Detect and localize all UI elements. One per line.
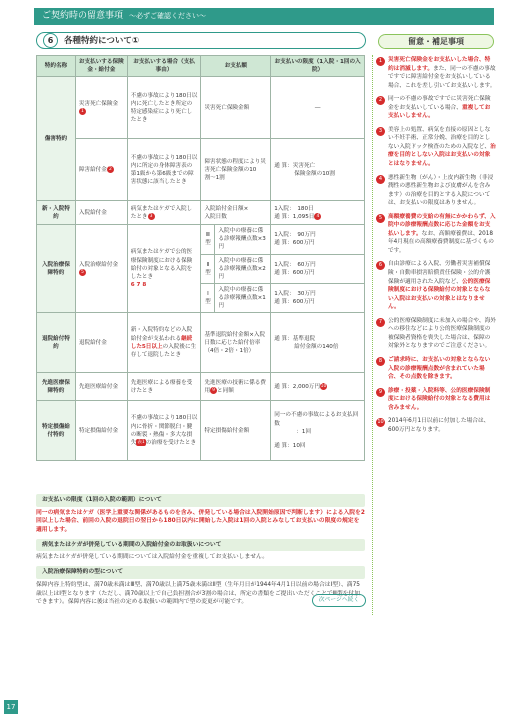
row-limit: 同一の不慮の事故によるお支払回数 ：1回 通 算：10回 bbox=[271, 401, 365, 461]
row-benefit: 入院給付金 bbox=[75, 201, 127, 225]
row-benefit: 災害死亡保険金1 bbox=[75, 77, 127, 139]
row-limit: 通 算：基準退院 給付金額の140倍 bbox=[271, 313, 365, 373]
note-item: 6 自由診療による入院、労働者災害補償保険・自動車損害賠償責任保険・公的介護保険が適用された入院など、公的医療保険制度における保険給付の対象とならない入院はお支払いの対象とはなりません。 bbox=[376, 260, 496, 311]
note-item: 1 災害死亡保険金をお支払いした場合、特約は消滅します。また、同一の不慮の事故ですでに障害給付金をお支払いしている場合、これを差し引いてお支払いします。 bbox=[376, 56, 496, 90]
row-cond: 新・入院特約などの入院給付金が支払われる継続した5日以上の入院後に生存して退院したとき bbox=[127, 313, 201, 373]
note-item: 4 悪性新生物（がん）・上皮内新生物（非浸潤性の悪性新生物および皮膚がんを含みます）の治療を目的とする入院については、お支払いの限度はありません。 bbox=[376, 174, 496, 208]
rider-table bbox=[36, 55, 365, 461]
row-limit: 1入院： 30万円 通 算：600万円 bbox=[271, 283, 365, 312]
col-amount: お支払額 bbox=[201, 56, 271, 77]
bottom-heading: 入院治療保障特約の型について bbox=[36, 566, 365, 579]
table-row bbox=[37, 313, 365, 373]
row-amount: 基準退院給付金額×入院日数に応じた給付倍率（4倍・2倍・1倍） bbox=[201, 313, 271, 373]
type-label: Ⅱ型 bbox=[201, 254, 215, 283]
note-item: 5 高額療養費の支給の有無にかかわらず、入院中の診療報酬点数に応じた金額をお支払いします。なお、高額療養費は、2018年4月現在の高額療養費制度に基づくものです。 bbox=[376, 213, 496, 256]
notes-badge: 留意・補足事項 bbox=[378, 34, 494, 49]
row-amount: 障害状態の程度により災害死亡保険金額の10割〜1割 bbox=[201, 139, 271, 201]
row-benefit: 退院給付金 bbox=[75, 313, 127, 373]
table-row bbox=[37, 225, 365, 254]
row-name: 先進医療保障特約 bbox=[37, 373, 76, 401]
row-limit: 1入院： 60万円 通 算：600万円 bbox=[271, 254, 365, 283]
row-cond: 病気またはケガで公的医療保険制度における保険給付の対象となる入院をしたとき 6 7 8 bbox=[127, 225, 201, 313]
row-amount: 入院中の療養に係る診療報酬点数×3円 bbox=[215, 225, 271, 254]
row-amount: 入院中の療養に係る診療報酬点数×2円 bbox=[215, 254, 271, 283]
row-limit: 1入院： 180日 通 算：1,095日 4 bbox=[271, 201, 365, 225]
section-number: 6 bbox=[43, 33, 58, 48]
table-row bbox=[37, 77, 365, 139]
row-limit: 通 算：災害死亡 保険金額の10割 bbox=[271, 139, 365, 201]
row-limit: ― bbox=[271, 77, 365, 139]
row-cond: 不慮の事故により180日以内に骨折・関節脱臼・腱の断裂・熱傷・多大な損失表1の治療を受けたとき bbox=[127, 401, 201, 461]
row-benefit: 先進医療給付金 bbox=[75, 373, 127, 401]
notes-divider bbox=[372, 55, 373, 615]
row-cond: 不慮の事故により180日以内に死亡したとき所定の特定感染症により死亡したとき bbox=[127, 77, 201, 139]
type-label: Ⅰ型 bbox=[201, 283, 215, 312]
note-item: 8 ご請求時に、お支払いの対象とならない入院の診療報酬点数が含まれていた場合、その点数を除きます。 bbox=[376, 356, 496, 382]
table-row bbox=[37, 401, 365, 461]
type-label: Ⅲ型 bbox=[201, 225, 215, 254]
row-cond: 先進医療による療養を受けたとき bbox=[127, 373, 201, 401]
note-item: 9 診療・投薬・入院料等、公的医療保険制度における保険給付の対象となる費用は含みません。 bbox=[376, 387, 496, 413]
table-row bbox=[37, 373, 365, 401]
col-name: 特約名称 bbox=[37, 56, 76, 77]
row-benefit: 特定損傷給付金 bbox=[75, 401, 127, 461]
note-item: 2 同一の不慮の事故ですでに災害死亡保険金をお支払いしている場合、重複してお支払いしません。 bbox=[376, 95, 496, 121]
page-header bbox=[34, 8, 494, 25]
row-name: 特定損傷給付特約 bbox=[37, 401, 76, 461]
row-amount: 特定損傷給付金額 bbox=[201, 401, 271, 461]
bottom-heading: お支払いの限度（1回の入院の範囲）について bbox=[36, 494, 365, 507]
row-amount: 災害死亡保険金額 bbox=[201, 77, 271, 139]
col-limit: お支払いの限度（1入院・1回の入院） bbox=[271, 56, 365, 77]
note-item: 7 公的医療保険制度に未加入の場合や、海外への移住などにより公的医療保険制度の被保険者資格を喪失した場合は、保障の対象外となりますのでご注意ください。 bbox=[376, 317, 496, 351]
note-item: 10 2014年6月1日以前に付加した場合は、600万円となります。 bbox=[377, 418, 490, 433]
row-amount: 入院中の療養に係る診療報酬点数×1円 bbox=[215, 283, 271, 312]
row-cond: 病気またはケガで入院したとき 3 bbox=[127, 201, 201, 225]
continue-badge: 次ページへ続く bbox=[312, 594, 366, 607]
bottom-text: 病気またはケガが併発している期間については入院給付金を重複してお支払いしません。 bbox=[36, 554, 268, 561]
row-amount: 先進医療の技術に係る費用 9 と同額 bbox=[201, 373, 271, 401]
row-amount: 入院給付金日額× 入院日数 bbox=[201, 201, 271, 225]
note-item: 3 美容上の処置、病気を直接の原因としない不妊手術、正常分娩、治療を目的としない入院ドック検査のための入院など、治療を目的としない入院はお支払いの対象とはなりません。 bbox=[376, 126, 496, 169]
col-benefit: お支払いする保険金・給付金 bbox=[75, 56, 127, 77]
row-name: 退院給付特約 bbox=[37, 313, 76, 373]
page-number: 17 bbox=[4, 700, 18, 714]
bottom-text: 保障内容上特約型は、満70歳未満はⅢ型、満70歳以上満75歳未満はⅡ型（生年月日が1944年4月1日以前の場合はⅠ型）、満75歳以上はⅠ型となります（ただし、満70歳以上で自己負担割合が3割の場合は、所定の書類をご提出いただくことでⅢ型を付加できます）。保障内容に後は当社の定める取扱いの範囲内で型の変更が可能です。 bbox=[36, 581, 361, 606]
row-benefit: 入院治療給付金5 bbox=[75, 225, 127, 313]
row-limit: 通 算：2,000万円10 bbox=[271, 373, 365, 401]
row-name: 傷害特約 bbox=[37, 77, 76, 201]
bottom-text: 同一の病気またはケガ（医学上重要な関係があるものを含み、併発している場合は入院開始原因で判断します）による入院を2回以上した場合、前回の入院の退院日の翌日から180日以内に開始した入院は1回の入院とみなしてお支払いの限度の規定を適用します。 bbox=[36, 509, 365, 534]
table-row bbox=[37, 139, 365, 201]
row-limit: 1入院： 90万円 通 算：600万円 bbox=[271, 225, 365, 254]
row-name: 入院治療保障特約 bbox=[37, 225, 76, 313]
bottom-section bbox=[36, 494, 365, 607]
bottom-heading: 病気またはケガが併発している期間の入院給付金のお取扱いについて bbox=[36, 539, 365, 552]
header-subtitle: 〜必ずご確認ください〜 bbox=[129, 12, 207, 20]
section-title bbox=[36, 32, 366, 49]
notes-column bbox=[376, 56, 496, 439]
col-cond: お支払いする場合（支払事由） bbox=[127, 56, 201, 77]
row-name: 新・入院特約 bbox=[37, 201, 76, 225]
header-title: ご契約時の留意事項 bbox=[42, 11, 124, 21]
table-header-row bbox=[37, 56, 365, 77]
section-title-text: 各種特約について① bbox=[64, 36, 140, 46]
table-row bbox=[37, 201, 365, 225]
row-cond: 不慮の事故により180日以内に所定の身体障害表の第1級から第6級までの障害状態に該当したとき bbox=[127, 139, 201, 201]
row-benefit: 障害給付金 2 bbox=[75, 139, 127, 201]
